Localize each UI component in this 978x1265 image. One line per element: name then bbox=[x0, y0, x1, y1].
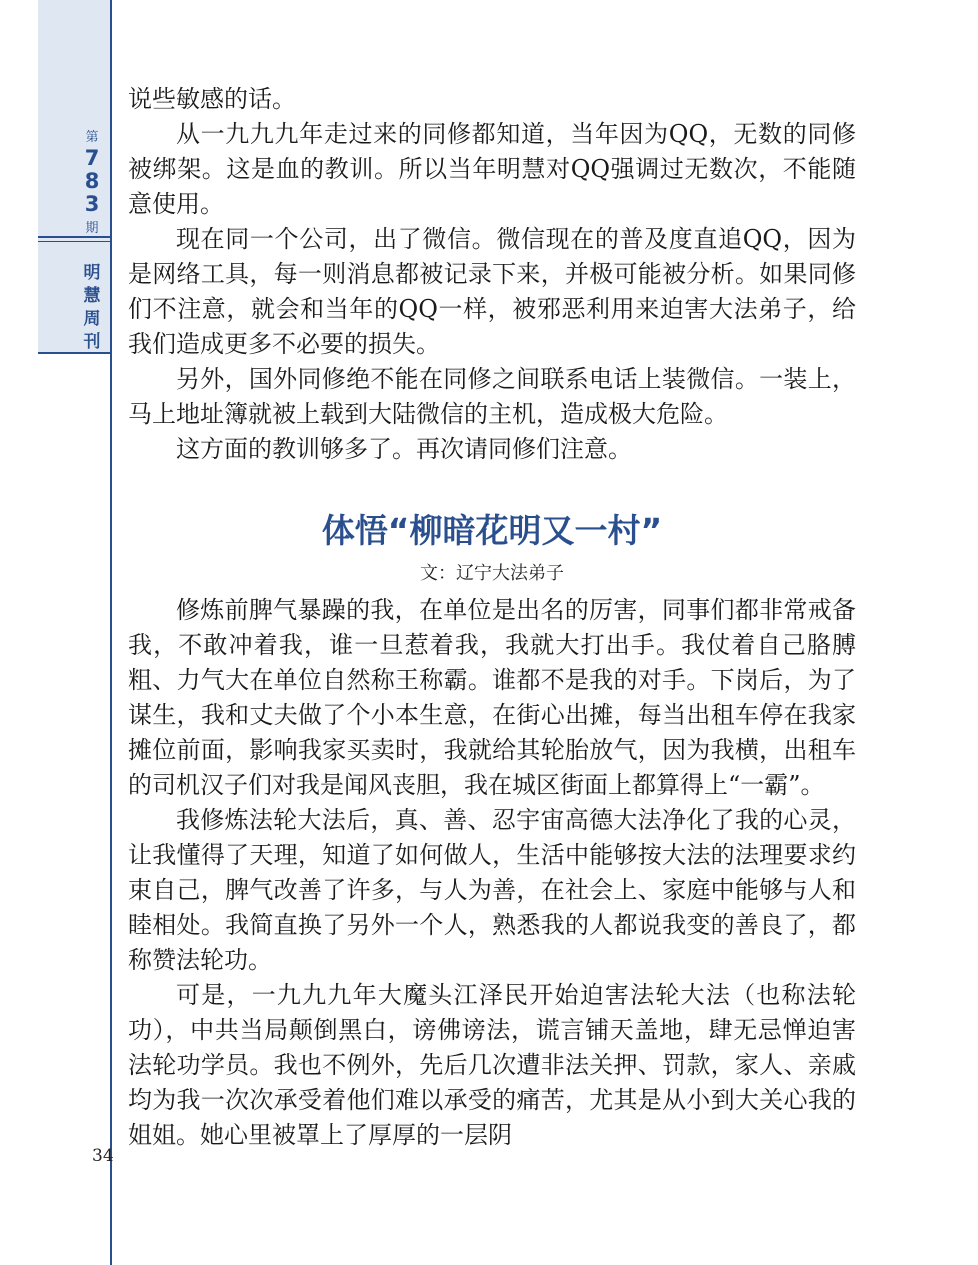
magazine-name-char-3: 周 bbox=[83, 309, 101, 329]
issue-prefix: 第 bbox=[85, 130, 99, 145]
magazine-name-char-4: 刊 bbox=[83, 332, 101, 352]
article-byline: 文：辽宁大法弟子 bbox=[420, 563, 564, 584]
sidebar-separator bbox=[38, 236, 112, 238]
previous-article-paragraph-2: 从一九九九年走过来的同修都知道，当年因为QQ，无数的同修被绑架。这是血的教训。所以当年明慧对QQ强调过无数次，不能随意使用。 bbox=[128, 120, 856, 218]
page-number: 34 bbox=[92, 1146, 114, 1166]
sidebar-bottom-rule bbox=[38, 352, 112, 354]
magazine-name-char-2: 慧 bbox=[83, 286, 101, 306]
sidebar-separator-thin bbox=[38, 241, 112, 242]
previous-article-paragraph-5: 这方面的教训够多了。再次请同修们注意。 bbox=[176, 435, 632, 463]
issue-digit-2: 8 bbox=[84, 169, 100, 193]
issue-digit-1: 7 bbox=[84, 146, 100, 170]
sidebar-vertical-rule bbox=[110, 0, 112, 1265]
previous-article-paragraph-1: 说些敏感的话。 bbox=[128, 85, 296, 113]
article-paragraph-3: 可是，一九九九年大魔头江泽民开始迫害法轮大法（也称法轮功），中共当局颠倒黑白，谤佛谤法，谎言铺天盖地，肆无忌惮迫害法轮功学员。我也不例外，先后几次遭非法关押、罚款，家人、亲戚均为我一次次承受着他们难以承受的痛苦，尤其是从小到大关心我的姐姐。她心里被罩上了厚厚的一层阴 bbox=[128, 981, 856, 1149]
article-paragraph-2: 我修炼法轮大法后，真、善、忍宇宙高德大法净化了我的心灵，让我懂得了天理，知道了如何做人，生活中能够按大法的法理要求约束自己，脾气改善了许多，与人为善，在社会上、家庭中能够与人和睦相处。我简直换了另外一个人，熟悉我的人都说我变的善良了，都称赞法轮功。 bbox=[128, 806, 856, 974]
issue-suffix: 期 bbox=[85, 221, 99, 236]
article-title: 体悟“柳暗花明又一村” bbox=[321, 511, 663, 550]
magazine-name-char-1: 明 bbox=[83, 263, 101, 283]
issue-digit-3: 3 bbox=[84, 192, 100, 216]
previous-article-paragraph-3: 现在同一个公司，出了微信。微信现在的普及度直追QQ，因为是网络工具，每一则消息都被记录下来，并极可能被分析。如果同修们不注意，就会和当年的QQ一样，被邪恶利用来迫害大法弟子，给我们造成更多不必要的损失。 bbox=[128, 225, 856, 358]
article-paragraph-1: 修炼前脾气暴躁的我，在单位是出名的厉害，同事们都非常戒备我，不敢冲着我，谁一旦惹着我，我就大打出手。我仗着自己胳膊粗、力气大在单位自然称王称霸。谁都不是我的对手。下岗后，为了谋生，我和丈夫做了个小本生意，在街心出摊，每当出租车停在我家摊位前面，影响我家买卖时，我就给其轮胎放气，因为我横，出租车的司机汉子们对我是闻风丧胆，我在城区街面上都算得上“一霸”。 bbox=[128, 596, 856, 799]
previous-article-paragraph-4: 另外，国外同修绝不能在同修之间联系电话上装微信。一装上，马上地址簿就被上载到大陆微信的主机，造成极大危险。 bbox=[128, 365, 856, 428]
page-content bbox=[128, 82, 856, 1153]
